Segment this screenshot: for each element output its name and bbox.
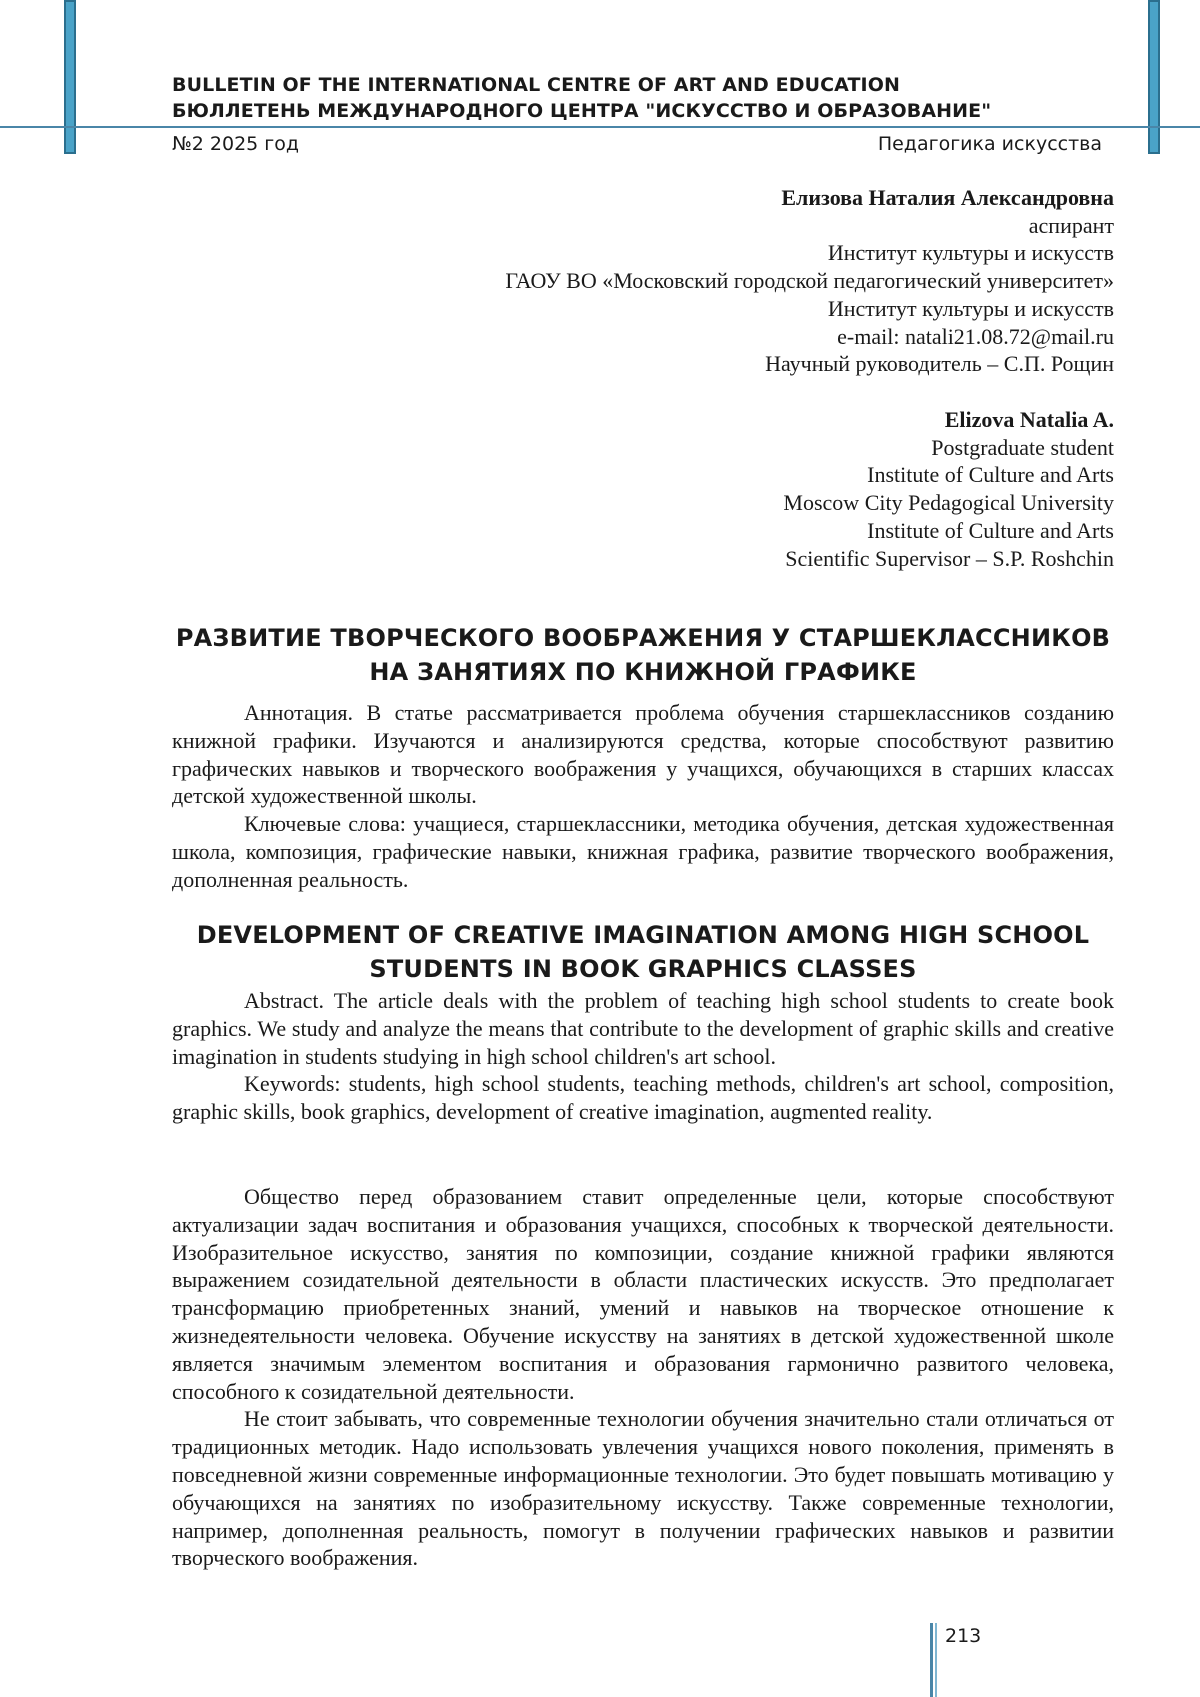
header-left-accent-bar [64, 0, 76, 154]
author-affiliation-en: Institute of Culture and Arts [867, 462, 1114, 488]
author-name-ru: Елизова Наталия Александровна [781, 185, 1114, 210]
journal-title-ru: БЮЛЛЕТЕНЬ МЕЖДУНАРОДНОГО ЦЕНТРА "ИСКУССТВО И ОБРАЗОВАНИЕ" [172, 100, 992, 122]
journal-title-en: BULLETIN OF THE INTERNATIONAL CENTRE OF ART AND EDUCATION [172, 74, 900, 96]
article-title-ru-line-2: НА ЗАНЯТИЯХ ПО КНИЖНОЙ ГРАФИКЕ [369, 658, 917, 686]
page-number-bar [930, 1623, 933, 1697]
abstract-en-section [172, 987, 1114, 1126]
page-number-bar-light [935, 1623, 937, 1697]
abstract-en: Abstract. The article deals with the problem of teaching high school students to create book graphics. We study and analyze the means that contribute to the development of graphic skills and creative imagination in students studying in high school children's art school. [172, 988, 1114, 1069]
header-right-accent-bar [1148, 0, 1160, 154]
author-info-en [783, 406, 1114, 572]
author-email: e-mail: natali21.08.72@mail.ru [837, 323, 1114, 349]
issue-number: №2 2025 год [172, 133, 300, 155]
page-number: 213 [945, 1625, 982, 1647]
author-position-en: Postgraduate student [931, 434, 1114, 460]
keywords-ru: Ключевые слова: учащиеся, старшеклассники, методика обучения, детская художественная школа, композиция, графические навыки, книжная графика, развитие творческого воображения, дополненная реальность. [172, 811, 1114, 892]
article-title-en-line-2: STUDENTS IN BOOK GRAPHICS CLASSES [369, 955, 917, 983]
article-body [172, 1183, 1114, 1572]
abstract-ru: Аннотация. В статье рассматривается проблема обучения старшеклассников созданию книжной графики. Изучаются и анализируются средства, которые способствуют развитию графических навыков и творческого воображения у учащихся, обучающихся в старших классах детской художественной школы. [172, 700, 1114, 809]
author-university-ru: ГАОУ ВО «Московский городской педагогический университет» [505, 268, 1114, 294]
author-position-ru: аспирант [1028, 212, 1114, 238]
article-title-en [172, 918, 1114, 986]
keywords-en: Keywords: students, high school students, teaching methods, children's art school, composition, graphic skills, book graphics, development of creative imagination, augmented reality. [172, 1071, 1114, 1125]
author-university-en: Moscow City Pedagogical University [783, 490, 1114, 516]
article-title-ru [172, 621, 1114, 689]
author-affiliation-en-2: Institute of Culture and Arts [867, 517, 1114, 543]
section-name: Педагогика искусства [877, 133, 1102, 155]
author-affiliation-ru: Институт культуры и искусств [827, 240, 1114, 266]
author-name-en: Elizova Natalia A. [944, 407, 1114, 432]
article-title-ru-line-1: РАЗВИТИЕ ТВОРЧЕСКОГО ВООБРАЖЕНИЯ У СТАРШЕКЛАССНИКОВ [175, 624, 1111, 652]
author-affiliation-ru-2: Институт культуры и искусств [827, 295, 1114, 321]
author-info-ru [505, 184, 1114, 378]
body-paragraph: Общество перед образованием ставит определенные цели, которые способствуют актуализации задач воспитания и образования учащихся, способных к творческой деятельности. Изобразительное искусство, занятия по композиции, создание книжной графики являются выражением созидательной деятельности в области пластических искусств. Это предполагает трансформацию приобретенных знаний, умений и навыков на творческое отношение к жизнедеятельности человека. Обучение искусству на занятиях в детской художественной школе является значимым элементом воспитания и образования гармонично развитого человека, способного к созидательной деятельности. [172, 1184, 1114, 1404]
body-paragraph: Не стоит забывать, что современные технологии обучения значительно стали отличаться от традиционных методик. Надо использовать увлечения учащихся нового поколения, применять в повседневной жизни современные информационные технологии. Это будет повышать мотивацию у обучающихся на занятиях по изобразительному искусству. Также современные технологии, например, дополненная реальность, помогут в получении графических навыков и развитии творческого воображения. [172, 1406, 1114, 1571]
author-supervisor-ru: Научный руководитель – С.П. Рощин [765, 351, 1114, 377]
author-supervisor-en: Scientific Supervisor – S.P. Roshchin [785, 545, 1114, 571]
article-title-en-line-1: DEVELOPMENT OF CREATIVE IMAGINATION AMONG HIGH SCHOOL [196, 921, 1090, 949]
header-divider [0, 126, 1200, 128]
abstract-ru-section [172, 699, 1114, 894]
